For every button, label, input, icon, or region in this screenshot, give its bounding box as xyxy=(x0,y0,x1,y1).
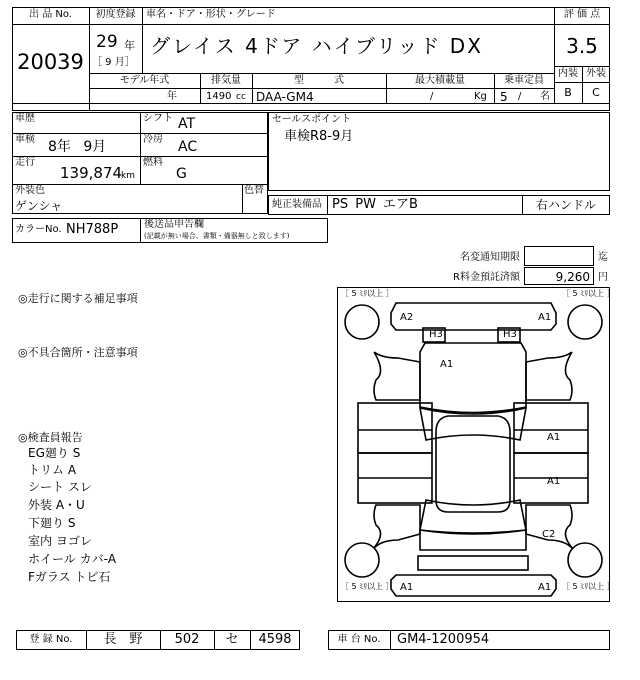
mark-right-rear-door: A1 xyxy=(547,476,561,487)
tire-front-right-icon xyxy=(568,305,602,339)
mark-hood: A1 xyxy=(440,359,454,370)
left-front-fender xyxy=(374,352,420,400)
displacement-label: 排気量 xyxy=(211,75,241,86)
tire-rear-right-icon xyxy=(568,543,602,577)
inspector-label: ◎検査員報告 xyxy=(18,431,83,444)
equipment-value: PS PW エアB xyxy=(332,197,418,212)
car-outline xyxy=(337,287,610,602)
model-type: DAA-GM4 xyxy=(256,90,314,104)
first-registration-label: 初度登録 xyxy=(95,9,136,20)
model-year-label: モデル年式 xyxy=(119,75,170,86)
car-name: グレイス 4ドア ハイブリッド DX xyxy=(150,34,483,58)
shift-value: AT xyxy=(178,116,196,132)
defects-label: ◎不具合箇所・注意事項 xyxy=(18,346,138,359)
mileage-value: 139,874 xyxy=(60,164,123,182)
right-rear-fender xyxy=(526,505,572,548)
tire-depth-rear-left: ［ 5 ﾐﾘ以上 ］ xyxy=(341,582,394,591)
displacement-unit: cc xyxy=(236,92,246,102)
left-rear-fender xyxy=(374,505,420,548)
registration-class: 502 xyxy=(174,632,200,647)
history-label: 車歴 xyxy=(15,113,35,124)
inspection-value: 8年 9月 xyxy=(48,139,107,155)
lot-label: 出 品 No. xyxy=(29,9,72,20)
color-no-value: NH788P xyxy=(66,222,119,237)
shift-label: シフト xyxy=(143,113,173,124)
lot-number: 20039 xyxy=(17,50,84,74)
supplement-label: ◎走行に関する補足事項 xyxy=(18,292,138,305)
tire-rear-left-icon xyxy=(345,543,379,577)
inspector-line: EG廻り S xyxy=(28,446,81,460)
tire-depth-rear-right: ［ 5 ﾐﾘ以上 ］ xyxy=(562,582,615,591)
roof xyxy=(436,416,510,512)
color-label: 外装色 xyxy=(15,185,45,196)
registration-label: 登 録 No. xyxy=(29,634,73,645)
front-bumper xyxy=(391,303,556,330)
color-no-label: カラーNo. xyxy=(15,224,62,235)
recycle-value: 9,260 xyxy=(555,270,590,284)
chassis-number: GM4-1200954 xyxy=(397,632,490,647)
seats-value: 5 xyxy=(500,90,508,104)
registration-number: 4598 xyxy=(258,632,292,647)
mark-rear-bumper-right: A1 xyxy=(538,582,552,593)
inspector-line: ホイール カバ-A xyxy=(28,552,117,566)
load-unit: Kg xyxy=(474,91,487,102)
grade-label: 評 価 点 xyxy=(563,9,601,20)
inspector-line: Fガラス トビ石 xyxy=(28,570,111,584)
aircon-value: AC xyxy=(178,139,198,155)
chassis-label: 車 台 No. xyxy=(337,634,381,645)
mark-front-bumper-right: A1 xyxy=(538,312,552,323)
inspection-label: 車検 xyxy=(15,134,35,145)
mileage-unit: km xyxy=(121,171,135,181)
seats-unit: 名 xyxy=(540,91,550,102)
interior-grade: B xyxy=(564,86,572,99)
fuel-label: 燃料 xyxy=(143,157,163,168)
aircon-label: 冷房 xyxy=(143,134,163,145)
tire-front-left-icon xyxy=(345,305,379,339)
right-front-fender xyxy=(526,352,572,400)
car-name-label: 車名・ドア・形状・グレード xyxy=(146,9,276,20)
aftermarket-label: 後送品申告欄 xyxy=(144,219,204,230)
hood xyxy=(420,343,526,413)
year-unit: 年 xyxy=(124,39,135,52)
aftermarket-note: (記載が無い場合、書類・備器無しと致します) xyxy=(144,232,290,240)
mark-right-front-door: A1 xyxy=(547,432,561,443)
inspector-line: トリム A xyxy=(28,463,77,477)
mark-rear-bumper-left: A1 xyxy=(400,582,414,593)
tire-depth-front-right: ［ 5 ﾐﾘ以上 ］ xyxy=(562,289,615,298)
first-registration-year: 29 xyxy=(96,32,118,52)
exterior-grade: C xyxy=(592,86,600,99)
max-load-label: 最大積載量 xyxy=(415,75,465,86)
tire-depth-front-left: ［ 5 ﾐﾘ以上 ］ xyxy=(341,289,394,298)
steering-value: 右ハンドル xyxy=(535,198,596,212)
first-registration-month: ［ 9 月］ xyxy=(92,57,135,68)
deadline-field xyxy=(524,246,594,266)
color-change-label: 色替 xyxy=(244,185,264,196)
inspector-line: 室内 ヨゴレ xyxy=(28,534,92,548)
exterior-label: 外装 xyxy=(586,68,606,79)
type-label: 型 式 xyxy=(294,75,344,86)
recycle-unit: 円 xyxy=(598,272,608,283)
recycle-label: R料金預託済額 xyxy=(453,272,520,283)
seats-label: 乗車定員 xyxy=(504,75,544,86)
model-year-unit: 年 xyxy=(167,91,177,102)
overall-grade: 3.5 xyxy=(566,34,598,58)
deadline-label: 名変通知期限 xyxy=(460,252,520,263)
sales-point-value: 車検R8-9月 xyxy=(284,129,354,144)
interior-label: 内装 xyxy=(558,68,578,79)
mark-front-bumper-left: A2 xyxy=(400,312,414,323)
inspector-line: 外装 A・U xyxy=(28,498,85,512)
inspector-line: シート スレ xyxy=(28,480,92,494)
fuel-value: G xyxy=(176,166,187,182)
sales-point-label: セールスポイント xyxy=(272,114,352,125)
color-value: ゲンシャ xyxy=(15,199,63,213)
mark-headlight-left: H3 xyxy=(429,329,443,340)
mileage-label: 走行 xyxy=(15,157,35,168)
mark-right-rear-fender: C2 xyxy=(542,529,556,540)
deadline-unit: 迄 xyxy=(598,252,608,263)
load-slash: / xyxy=(430,91,434,102)
displacement-value: 1490 xyxy=(206,91,232,102)
rear-bumper xyxy=(391,575,556,596)
mark-headlight-right: H3 xyxy=(503,329,517,340)
registration-area: 長 野 xyxy=(103,632,143,647)
seats-slash: / xyxy=(518,91,522,102)
registration-kana: セ xyxy=(225,632,239,647)
inspector-line: 下廻り S xyxy=(28,516,76,530)
equipment-label: 純正装備品 xyxy=(272,199,322,210)
